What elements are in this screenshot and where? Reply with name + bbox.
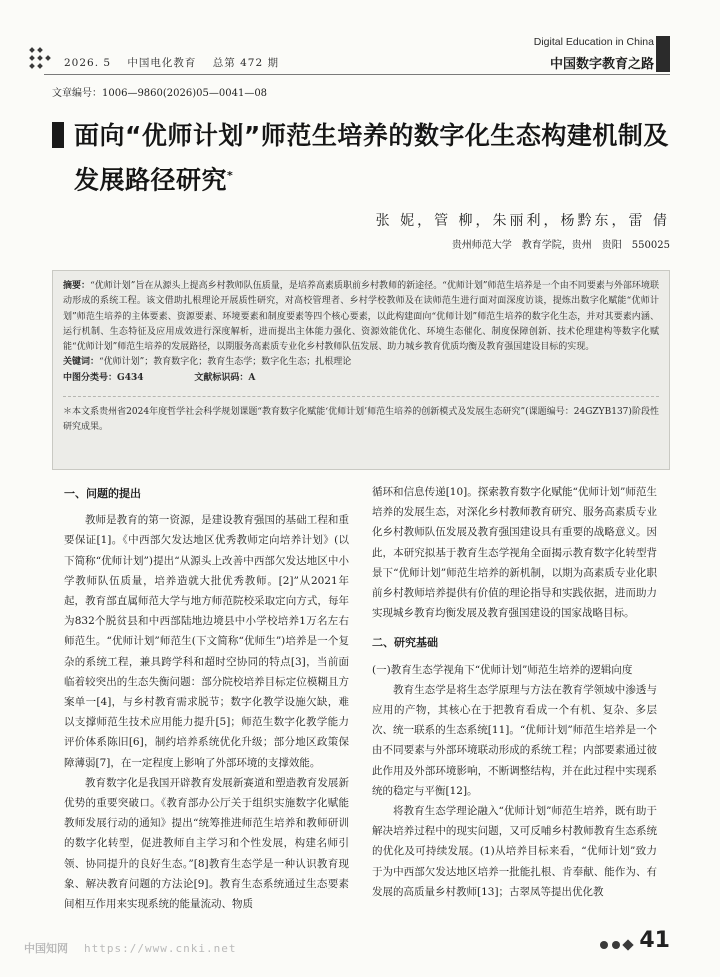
paragraph-2: 教育数字化是我国开辟教育发展新赛道和塑造教育发展新优势的重要突破口。《教育部办公厅关于组织实施数字化赋能教师发展行动的通知》提出“统筹推进师范生培养和教师研训的数字化转型，促进教师自主学习和个性发展，构建名师引领、协同提升的良好生态。”[8]教育生态学是一种认识教育现象、解决教育问题的方法论[9]。教育生态系统通过生态要素间相互作用来实现系统的能量流动、物质 [64, 776, 349, 911]
paragraph-4: 将教育生态学理论融入“优师计划”师范生培养，既有助于解决培养过程中的现实问题，又可反哺乡村教师教育生态系统的优化及可持续发展。(1)从培养目标来看，“优师计划”致力于为中西部欠发达地区培养一批能扎根、肯奉献、能作为、有发展的高质量乡村教师[13]；古翠凤等提出优化教 [372, 805, 657, 898]
affiliation: 贵州师范大学 教育学院，贵州 贵阳 550025 [451, 240, 670, 251]
title-square-marker [52, 122, 64, 148]
section-heading-2: 二、研究基础 [372, 636, 438, 650]
watermark-url: https://www.cnki.net [84, 942, 237, 955]
title-footnote-mark: * [227, 169, 234, 182]
running-header-left [64, 55, 291, 70]
article-number: 文章编号：1006—9860(2026)05—0041—08 [52, 88, 268, 99]
keywords-text: “优师计划”；教育数字化；教育生态学；数字化生态；扎根理论 [99, 357, 352, 368]
abstract-box [52, 270, 670, 470]
classification-row [63, 371, 659, 386]
total-issue: 总第 472 期 [212, 57, 279, 69]
subsection-heading-1: (一)教育生态学视角下“优师计划”师范生培养的逻辑向度 [372, 663, 633, 676]
clc-label: 中图分类号： [63, 372, 118, 383]
left-column [64, 482, 349, 914]
page-number-dots-icon [600, 936, 640, 954]
doc-code-label: 文献标识码： [194, 372, 249, 383]
footer-watermark [24, 940, 236, 956]
right-column [372, 482, 657, 902]
section-heading-1: 一、问题的提出 [64, 487, 141, 500]
keywords [63, 355, 659, 370]
abstract [63, 279, 659, 355]
paper-title-text: 面向“优师计划”师范生培养的数字化生态构建机制及发展路径研究 [74, 121, 669, 195]
header-diamond-ornament-icon [28, 46, 50, 76]
header-rule [44, 74, 670, 75]
paragraph-1: 教师是教育的第一资源，是建设教育强国的基础工程和重要保证[1]。《中西部欠发达地区优秀教师定向培养计划》(以下简称“优师计划”)提出“从源头上改善中西部欠发达地区中小学教师队伍质量，培养造就大批优秀教师。[2]”从2021年起，教育部直属师范大学与地方师范院校采取定向方式，每年为832个脱贫县和中西部陆地边境县中小学校培养1万名左右师范生。“优师计划”师范生(下文简称“优师生”)培养是一个复杂的系统工程，兼具跨学科和超时空协同的特点[3]，当前面临着较突出的生态失衡问题：部分院校培养目标定位模糊且方案单一[4]，与乡村教育需求脱节；数字化教学设施欠缺，难以支撑师范生技术应用能力提升[5]；师范生数字化教学能力评价体系陈旧[6]，制约培养系统优化升级；部分地区政策保障薄弱[7]，在一定程度上影响了外部环境的支撑效能。 [64, 514, 349, 769]
clc-value: G434 [117, 372, 144, 383]
abstract-label: 摘要： [63, 281, 91, 291]
title-block [52, 116, 672, 200]
paragraph-continued: 循环和信息传递[10]。探索教育数字化赋能“优师计划”师范生培养的发展生态，对深化乡村教师教育研究、服务高素质专业化乡村教师队伍发展及教育强国建设具有重要的战略意义。因此，本研究拟基于教育生态学视角全面揭示教育数字化转型背景下“优师计划”师范生培养的新机制，以期为高素质专业化职前乡村教师培养提供有价值的理论指导和实践依据，进而助力实现城乡教育均衡发展及教育强国建设的国家战略目标。 [372, 486, 657, 620]
column-name: 中国数字教育之路 [549, 57, 654, 72]
watermark-cn: 中国知网 [24, 942, 68, 955]
year-issue: 2026. 5 [64, 57, 112, 69]
paragraph-3: 教育生态学是将生态学原理与方法在教育学领域中渗透与应用的产物，其核心在于把教育看成一个有机、复杂、多层次、统一联系的生态系统[11]。“优师计划”师范生培养是一个由不同要素与外部环境联动形成的系统工程；内部要素通过彼此作用及外部环境影响，不断调整结构，并在此过程中实现系统的稳定与平衡[12]。 [372, 683, 657, 797]
header-black-bar [656, 36, 670, 72]
journal-name-en: Digital Education in China [533, 36, 654, 48]
doc-code-value: A [248, 372, 256, 383]
journal-name-cn: 中国电化教育 [127, 57, 197, 69]
authors: 张 妮，管 柳，朱丽利，杨黔东，雷 倩 [375, 213, 670, 229]
keywords-label: 关键词： [63, 357, 100, 368]
paper-title [74, 116, 672, 200]
fund-note: ＊本文系贵州省2024年度哲学社会科学规划课题“教育数字化赋能‘优师计划’师范生培养的创新模式及发展生态研究”(课题编号：24GZYB137)阶段性研究成果。 [63, 396, 659, 436]
abstract-text: “优师计划”旨在从源头上提高乡村教师队伍质量，是培养高素质职前乡村教师的新途径。“优师计划”师范生培养是一个由不同要素与外部环境联动形成的系统工程。该文借助扎根理论开展质性研究，对高校管理者、乡村学校教师及在读师范生进行面对面深度访谈，提炼出数字化赋能“优师计划”师范生培养的主体要素、资源要素、环境要素和制度要素等四个核心要素，以此构建面向“优师计划”师范生培养的数字化生态，并对其要素内涵、运行机制、生态特征及应用成效进行深度解析，进而提出主体能力强化、资源效能优化、环境生态催化、制度保障创新、技术伦理建构等数字化赋能“优师计划”师范生培养的发展路径，以期服务高素质专业化乡村教师队伍发展、助力城乡教育优质均衡及教育强国建设目标的实现。 [63, 281, 659, 353]
page-number: 41 [639, 928, 670, 953]
